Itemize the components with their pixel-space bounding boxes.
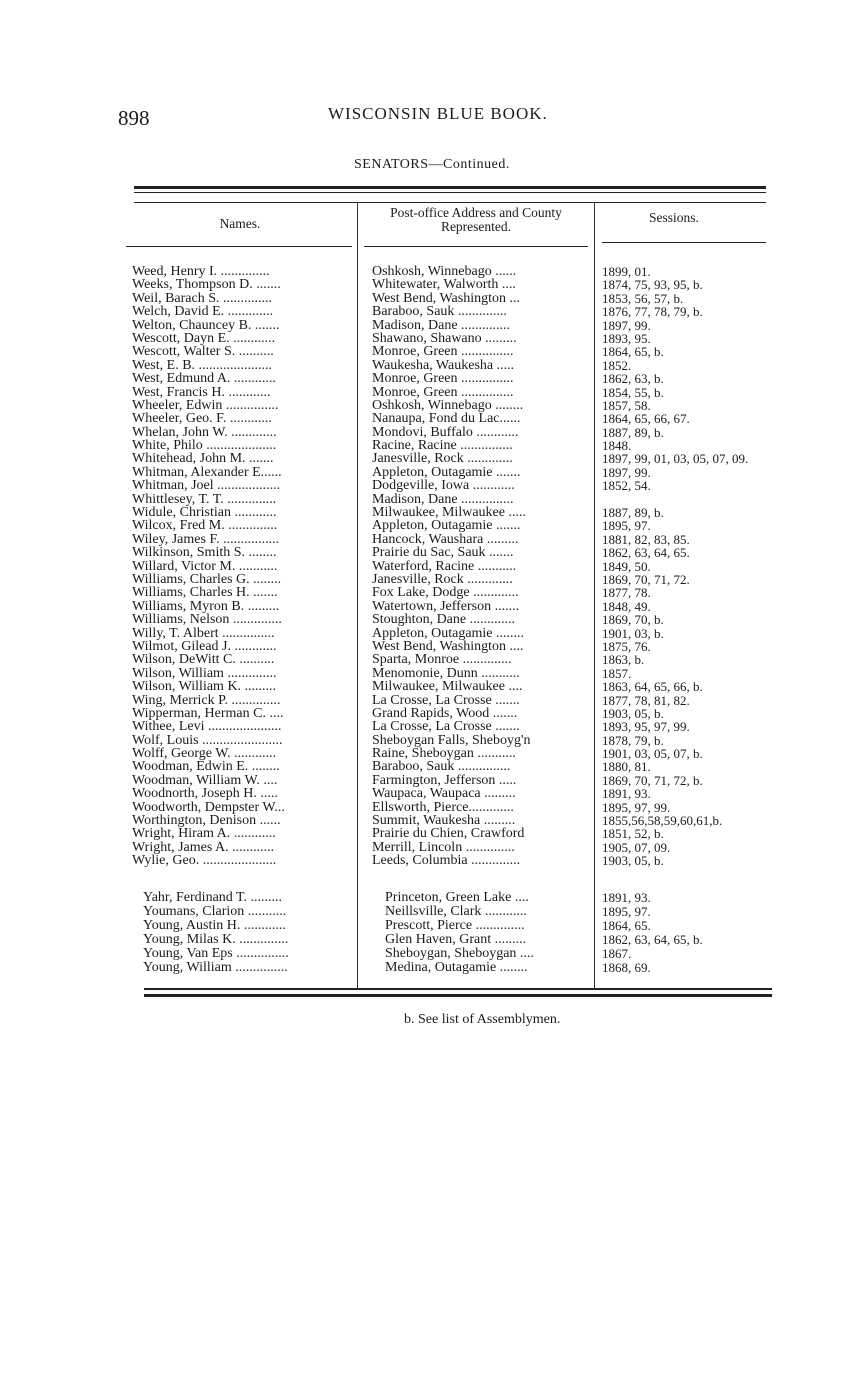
senator-name: Wipperman, Herman C. ....	[132, 706, 284, 721]
top-double-rule	[134, 186, 766, 189]
post-office-address: Appleton, Outagamie ........	[372, 626, 525, 640]
senator-name: Williams, Charles H. .......	[132, 586, 278, 600]
sessions-served: 1887, 89, b.	[602, 425, 664, 440]
sessions-served: 1863, b.	[602, 653, 645, 667]
post-office-address: Oshkosh, Winnebago ......	[372, 265, 517, 279]
table-row	[0, 640, 859, 653]
table-row	[0, 519, 859, 532]
post-office-address: Waterford, Racine ...........	[372, 559, 517, 573]
sessions-served: 1891, 93.	[602, 891, 651, 905]
senator-name: Widule, Christian ............	[132, 506, 277, 520]
sessions-served: 1854, 55, b.	[602, 385, 664, 399]
senator-name: Wright, James A. ............	[132, 840, 275, 855]
table-row	[0, 653, 859, 666]
post-office-address: Sheboygan Falls, Sheboyg'n	[372, 733, 531, 748]
senators-table-w	[0, 265, 859, 868]
post-office-address: Watertown, Jefferson .......	[372, 599, 520, 614]
post-office-address: Whitewater, Walworth ....	[372, 278, 516, 292]
senator-name: Young, William ...............	[143, 961, 288, 975]
senator-name: Weed, Henry I. ..............	[132, 265, 270, 279]
table-row	[0, 841, 859, 854]
sessions-served: 1876, 77, 78, 79, b.	[602, 305, 703, 319]
senator-name: Young, Austin H. ............	[143, 919, 286, 933]
sessions-served: 1895, 97.	[602, 905, 651, 919]
table-row	[0, 439, 859, 452]
sessions-served: 1878, 79, b.	[602, 733, 664, 748]
senator-name: West, E. B. .....................	[132, 358, 273, 373]
table-row	[0, 305, 859, 318]
table-row	[0, 827, 859, 840]
table-row	[0, 546, 859, 559]
post-office-address: Medina, Outagamie ........	[385, 961, 528, 975]
post-office-address: Prairie du Chien, Crawford	[372, 827, 525, 841]
post-office-address: La Crosse, La Crosse .......	[372, 693, 520, 707]
table-row	[0, 801, 859, 814]
post-office-address: Merrill, Lincoln ..............	[372, 840, 515, 855]
page-number: 898	[118, 106, 150, 130]
table-row	[0, 961, 859, 975]
table-row	[0, 399, 859, 412]
sessions-served: 1895, 97.	[602, 519, 651, 533]
sessions-served: 1869, 70, 71, 72, b.	[602, 773, 703, 788]
table-row	[0, 332, 859, 345]
sessions-served: 1869, 70, 71, 72.	[602, 572, 690, 587]
table-row	[0, 627, 859, 640]
senator-name: Wing, Merrick P. ..............	[132, 693, 281, 707]
table-row	[0, 734, 859, 747]
sessions-served: 1901, 03, 05, 07, b.	[602, 747, 703, 761]
post-office-address: Monroe, Green ...............	[372, 372, 514, 386]
post-office-address: Prairie du Sac, Sauk .......	[372, 546, 514, 560]
table-row	[0, 694, 859, 707]
senator-name: Woodnorth, Joseph H. .....	[132, 787, 278, 801]
post-office-address: Janesville, Rock .............	[372, 572, 513, 587]
sessions-served: 1864, 65, 66, 67.	[602, 412, 690, 426]
post-office-address: West Bend, Washington ....	[372, 639, 524, 654]
senator-name: Yahr, Ferdinand T. .........	[143, 891, 283, 905]
senator-name: Wilcox, Fred M. ..............	[132, 519, 278, 533]
post-office-address: Madison, Dane ..............	[372, 318, 511, 332]
sessions-served: 1901, 03, b.	[602, 626, 664, 640]
post-office-address: Stoughton, Dane .............	[372, 613, 516, 627]
sessions-served: 1897, 99, 01, 03, 05, 07, 09.	[602, 452, 749, 466]
sessions-served: 1863, 64, 65, 66, b.	[602, 680, 703, 694]
table-row	[0, 372, 859, 385]
sessions-served: 1903, 05, b.	[602, 706, 664, 721]
table-row	[0, 774, 859, 787]
post-office-address: Fox Lake, Dodge .............	[372, 586, 519, 600]
sessions-served: 1897, 99.	[602, 465, 651, 480]
table-row	[0, 466, 859, 479]
senators-table-y	[0, 891, 859, 975]
post-office-address: Ellsworth, Pierce.............	[372, 800, 514, 815]
table-row	[0, 680, 859, 693]
sessions-served: 1874, 75, 93, 95, b.	[602, 278, 703, 292]
sessions-served: 1893, 95.	[602, 331, 651, 346]
senator-name: Wescott, Dayn E. ............	[132, 331, 276, 346]
sessions-served: 1862, 63, 64, 65.	[602, 546, 690, 560]
post-office-address: Baraboo, Sauk ...............	[372, 760, 511, 774]
sessions-header-rule	[602, 242, 766, 243]
sessions-served: 1855,56,58,59,60,61,b.	[602, 814, 723, 828]
table-row	[0, 613, 859, 626]
post-office-address: Monroe, Green ...............	[372, 345, 514, 359]
post-office-address: La Crosse, La Crosse .......	[372, 720, 520, 734]
sessions-served: 1897, 99.	[602, 318, 651, 332]
table-row	[0, 345, 859, 358]
post-office-address: Prescott, Pierce ..............	[385, 919, 525, 933]
senator-name: Willy, T. Albert ...............	[132, 626, 275, 640]
post-office-address: Nanaupa, Fond du Lac......	[372, 412, 521, 426]
post-office-address: Monroe, Green ...............	[372, 385, 514, 399]
post-office-address: Hancock, Waushara .........	[372, 532, 519, 547]
sessions-served: 1864, 65, b.	[602, 345, 664, 359]
senator-name: Welch, David E. .............	[132, 305, 274, 319]
column-header-sessions: Sessions.	[649, 210, 699, 225]
senator-name: Wylie, Geo. .....................	[132, 854, 277, 868]
table-row	[0, 600, 859, 613]
bottom-rule	[144, 988, 772, 990]
senator-name: Young, Van Eps ...............	[143, 947, 289, 961]
table-row	[0, 533, 859, 546]
post-header-rule	[364, 246, 588, 247]
sessions-served: 1851, 52, b.	[602, 827, 664, 841]
sessions-served: 1869, 70, b.	[602, 613, 664, 627]
table-row	[0, 747, 859, 760]
post-office-address: Glen Haven, Grant .........	[385, 933, 527, 947]
table-row	[0, 787, 859, 800]
table-row	[0, 386, 859, 399]
senator-name: West, Edmund A. ............	[132, 372, 276, 386]
senator-name: Wilson, DeWitt C. ..........	[132, 653, 275, 667]
post-office-address: Oshkosh, Winnebago ........	[372, 398, 524, 413]
post-office-address: Racine, Racine ...............	[372, 439, 513, 453]
table-row	[0, 265, 859, 278]
senator-name: Whitman, Alexander E......	[132, 465, 282, 480]
post-office-address: Waupaca, Waupaca .........	[372, 787, 516, 801]
sessions-served: 1852.	[602, 358, 632, 373]
senator-name: West, Francis H. ............	[132, 385, 271, 399]
table-row	[0, 278, 859, 291]
table-row	[0, 412, 859, 425]
senator-name: Williams, Nelson ..............	[132, 613, 282, 627]
sessions-served: 1853, 56, 57, b.	[602, 291, 684, 306]
table-row	[0, 560, 859, 573]
sessions-served: 1848, 49.	[602, 599, 651, 614]
senator-name: Wiley, James F. ................	[132, 532, 280, 547]
sessions-served: 1852, 54.	[602, 479, 651, 493]
senator-name: Woodman, Edwin E. ........	[132, 760, 280, 774]
senator-name: Weeks, Thompson D. .......	[132, 278, 281, 292]
senator-name: Youmans, Clarion ...........	[143, 905, 287, 919]
table-row	[0, 814, 859, 827]
sessions-served: 1868, 69.	[602, 961, 651, 975]
senator-name: Woodworth, Dempster W...	[132, 800, 285, 815]
sessions-served: 1857, 58.	[602, 398, 651, 413]
post-office-address: Waukesha, Waukesha .....	[372, 358, 515, 373]
sessions-served: 1895, 97, 99.	[602, 800, 671, 815]
section-title: SENATORS—Continued.	[354, 157, 510, 172]
table-row	[0, 667, 859, 680]
senator-name: Wilmot, Gilead J. ............	[132, 639, 277, 654]
table-row	[0, 760, 859, 773]
table-row	[0, 586, 859, 599]
post-office-address: Milwaukee, Milwaukee .....	[372, 506, 526, 520]
table-row	[0, 573, 859, 586]
sessions-served: 1875, 76.	[602, 639, 651, 654]
sessions-served: 1903, 05, b.	[602, 854, 664, 868]
table-row	[0, 933, 859, 947]
senator-name: Whitehead, John M. .......	[132, 452, 274, 466]
post-office-address: Shawano, Shawano .........	[372, 331, 517, 346]
names-header-rule	[126, 246, 352, 247]
sessions-served: 1893, 95, 97, 99.	[602, 720, 690, 734]
post-office-address: Menomonie, Dunn ...........	[372, 666, 520, 681]
post-office-address: Neillsville, Clark ............	[385, 905, 527, 919]
table-row	[0, 854, 859, 867]
sessions-served: 1881, 82, 83, 85.	[602, 532, 690, 547]
senator-name: Woodman, William W. ....	[132, 773, 278, 788]
senator-name: White, Philo ....................	[132, 439, 277, 453]
post-office-address: Farmington, Jefferson .....	[372, 773, 517, 788]
post-office-address: Summit, Waukesha .........	[372, 814, 516, 828]
sessions-served: 1905, 07, 09.	[602, 840, 671, 855]
sessions-served: 1862, 63, 64, 65, b.	[602, 933, 703, 947]
post-office-address: Sheboygan, Sheboygan ....	[385, 947, 534, 961]
sessions-served: 1848.	[602, 439, 632, 453]
sessions-served: 1864, 65.	[602, 919, 651, 933]
senator-name: Whelan, John W. .............	[132, 425, 277, 440]
senator-name: Wilson, William K. .........	[132, 680, 277, 694]
post-office-address: Raine, Sheboygan ...........	[372, 747, 516, 761]
post-office-address: Madison, Dane ...............	[372, 492, 514, 507]
sessions-served: 1877, 78.	[602, 586, 651, 600]
post-office-address: Mondovi, Buffalo ............	[372, 425, 519, 440]
table-row	[0, 319, 859, 332]
footnote: b. See list of Assemblymen.	[404, 1012, 561, 1027]
sessions-served: 1862, 63, b.	[602, 372, 664, 386]
senator-name: Wescott, Walter S. ..........	[132, 345, 274, 359]
senator-name: Withee, Levi .....................	[132, 720, 282, 734]
post-office-address: Princeton, Green Lake ....	[385, 891, 529, 905]
senator-name: Whitman, Joel ..................	[132, 479, 281, 493]
senator-name: Wilson, William ..............	[132, 666, 277, 681]
sessions-served: 1880, 81.	[602, 760, 651, 774]
post-office-address: Milwaukee, Milwaukee ....	[372, 680, 523, 694]
table-row	[0, 426, 859, 439]
column-header-post-office: Post-office Address and County Represented.	[390, 205, 562, 234]
table-row	[0, 359, 859, 372]
table-row	[0, 506, 859, 519]
sessions-served: 1887, 89, b.	[602, 506, 664, 520]
sessions-served: 1899, 01.	[602, 265, 651, 279]
sessions-served: 1857.	[602, 666, 632, 681]
book-title: WISCONSIN BLUE BOOK.	[328, 104, 548, 123]
header-rule	[134, 202, 766, 203]
senator-name: Whittlesey, T. T. ..............	[132, 492, 277, 507]
sessions-served: 1849, 50.	[602, 559, 651, 573]
top-thin-rule	[134, 192, 766, 193]
table-row	[0, 292, 859, 305]
senator-name: Willard, Victor M. ...........	[132, 559, 278, 573]
senator-name: Williams, Charles G. ........	[132, 572, 282, 587]
table-row	[0, 479, 859, 492]
bottom-thick-rule	[144, 994, 772, 997]
sessions-served: 1891, 93.	[602, 787, 651, 801]
post-office-address: Baraboo, Sauk ..............	[372, 305, 507, 319]
post-office-address: Appleton, Outagamie .......	[372, 519, 521, 533]
post-office-address: Leeds, Columbia ..............	[372, 854, 521, 868]
sessions-served: 1877, 78, 81, 82.	[602, 693, 690, 707]
post-office-address: Appleton, Outagamie .......	[372, 465, 521, 480]
senator-name: Wheeler, Geo. F. ............	[132, 412, 272, 426]
table-row	[0, 919, 859, 933]
senator-name: Wolf, Louis .......................	[132, 733, 283, 748]
table-row	[0, 707, 859, 720]
post-office-address: Dodgeville, Iowa ............	[372, 479, 515, 493]
senator-name: Worthington, Denison ......	[132, 814, 281, 828]
column-header-names: Names.	[219, 216, 261, 231]
senator-name: Young, Milas K. ..............	[143, 933, 289, 947]
post-office-address: Sparta, Monroe ..............	[372, 653, 512, 667]
senator-name: Wilkinson, Smith S. ........	[132, 546, 277, 560]
table-row	[0, 452, 859, 465]
senator-name: Welton, Chauncey B. .......	[132, 318, 280, 332]
post-office-address: Grand Rapids, Wood .......	[372, 706, 518, 721]
senator-name: Wolff, George W. ............	[132, 747, 277, 761]
senator-name: Wheeler, Edwin ...............	[132, 398, 279, 413]
table-row	[0, 493, 859, 506]
table-row	[0, 720, 859, 733]
table-row	[0, 891, 859, 905]
senator-name: Wright, Hiram A. ............	[132, 827, 276, 841]
sessions-served: 1867.	[602, 947, 632, 961]
senator-name: Williams, Myron B. .........	[132, 599, 280, 614]
table-row	[0, 947, 859, 961]
post-office-address: Janesville, Rock .............	[372, 452, 513, 466]
senator-name: Weil, Barach S. ..............	[132, 291, 273, 306]
table-row	[0, 905, 859, 919]
post-office-address: West Bend, Washington ...	[372, 291, 520, 306]
